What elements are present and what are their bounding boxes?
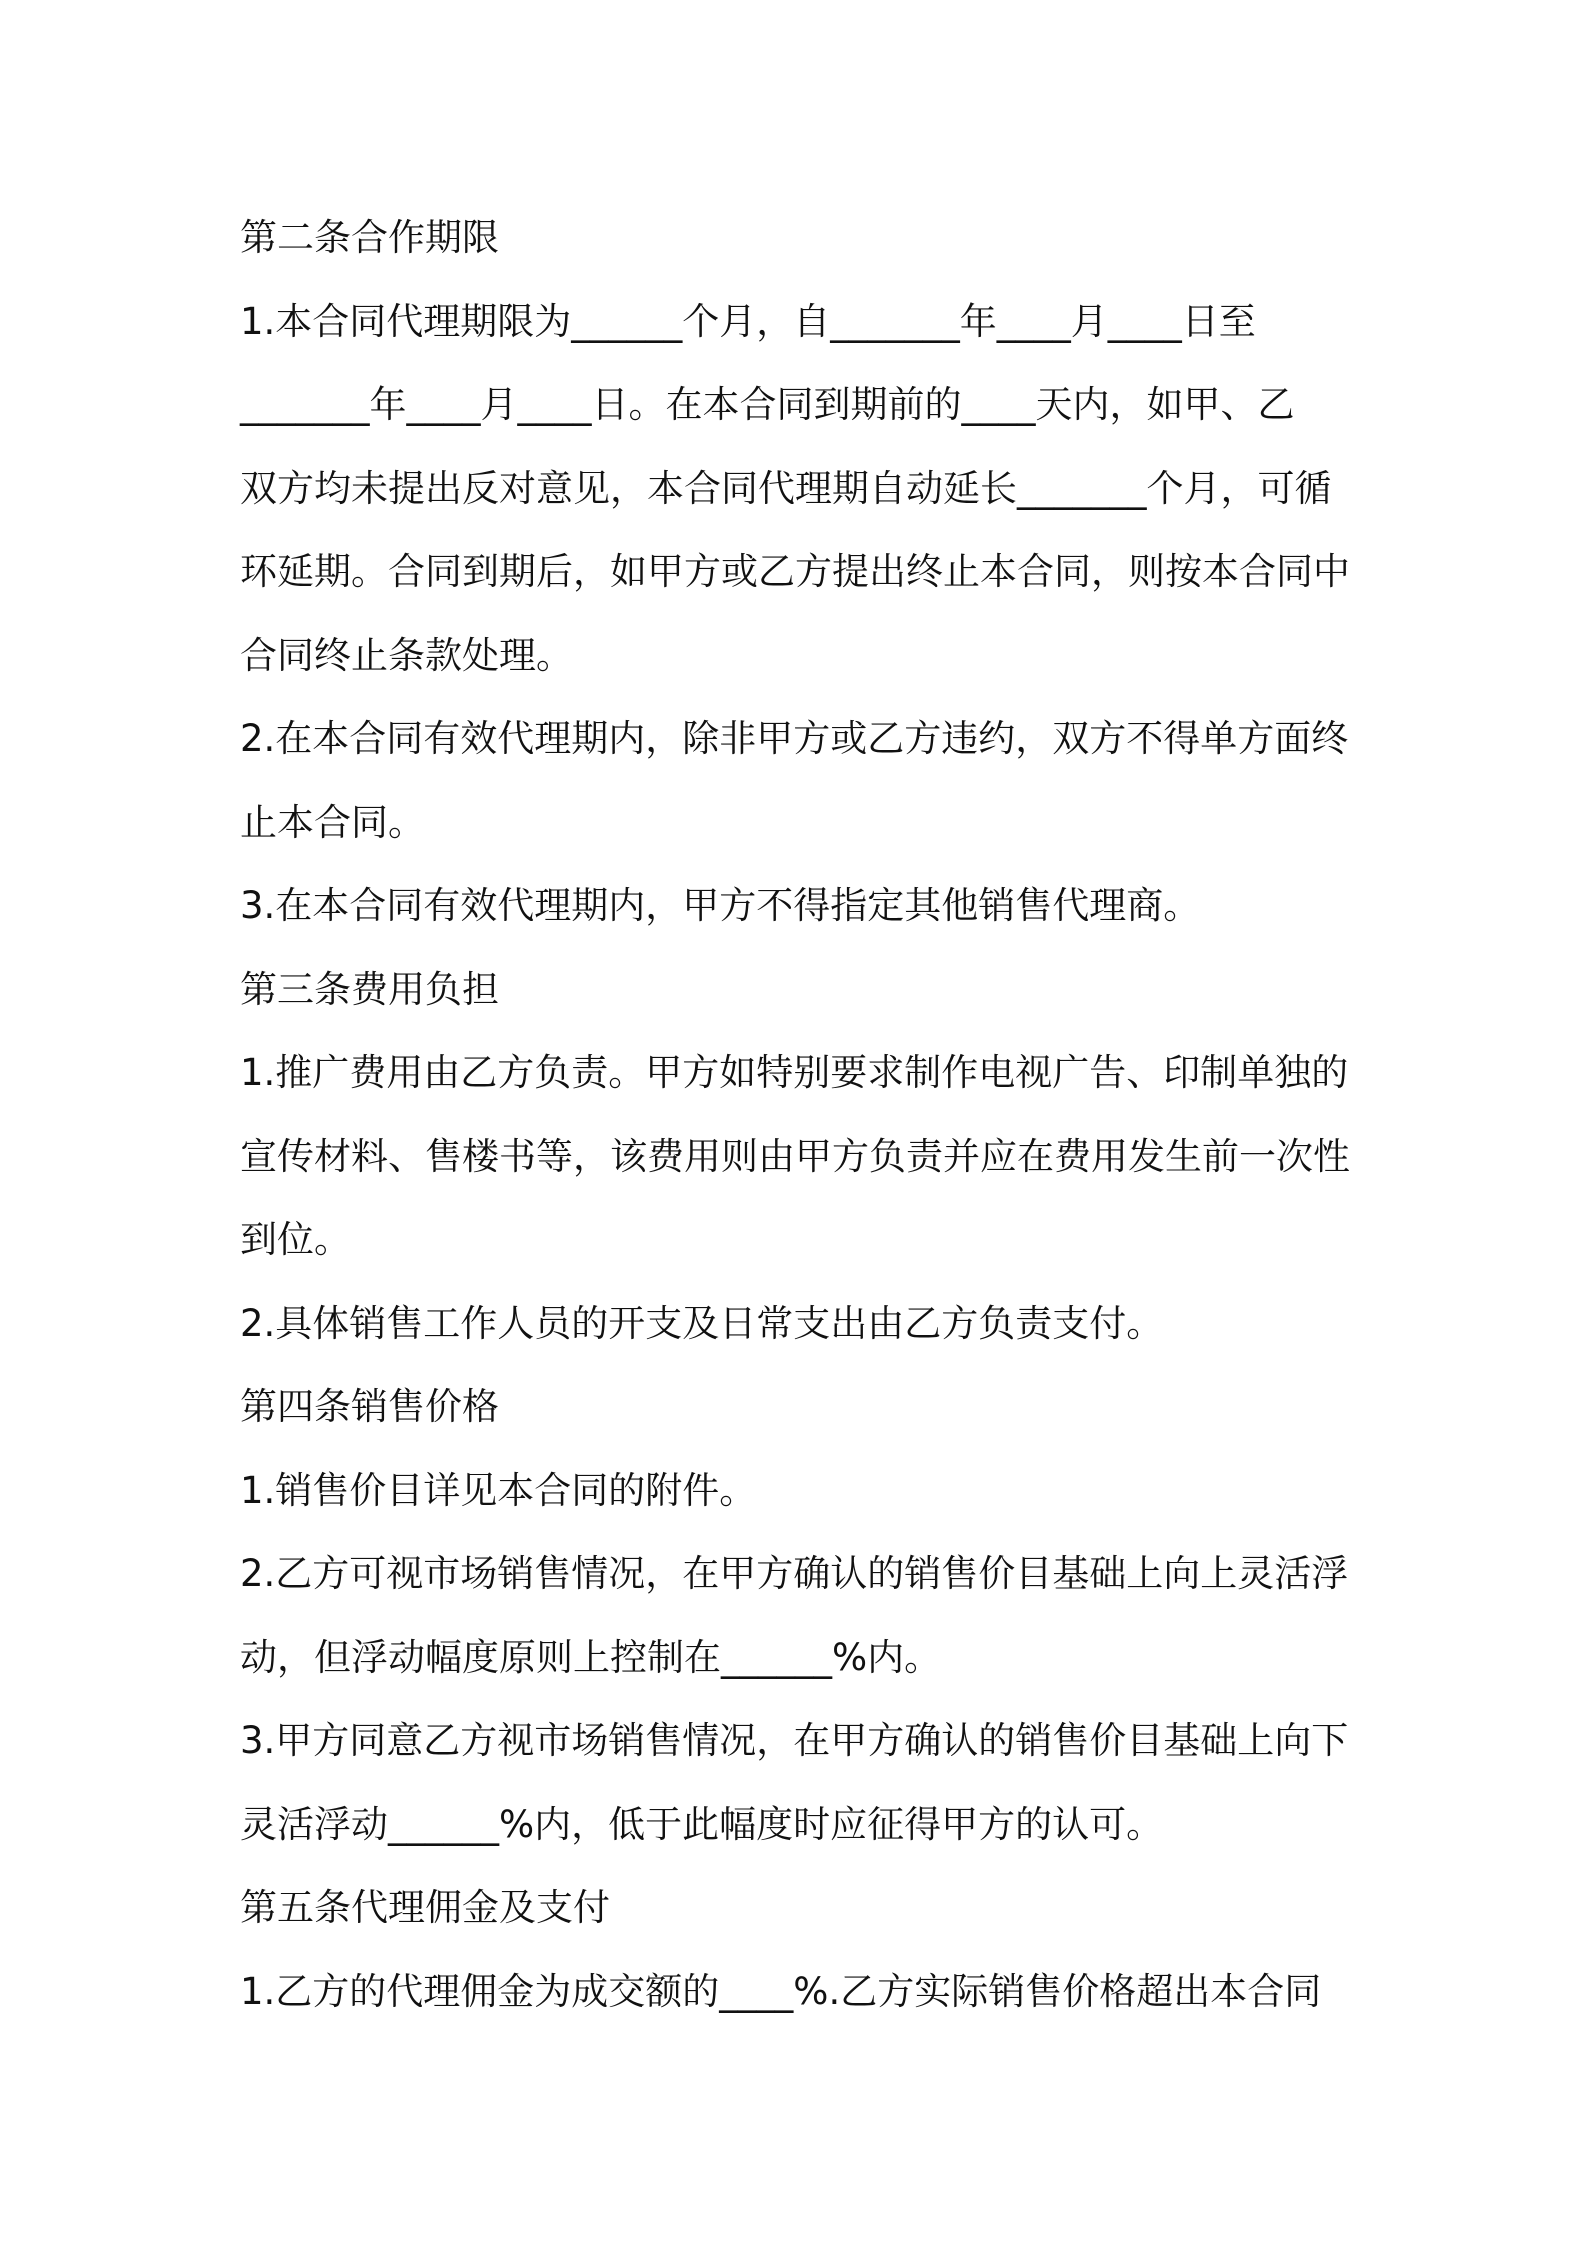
paragraph-line: 3.甲方同意乙方视市场销售情况，在甲方确认的销售价目基础上向下: [240, 1719, 1349, 1762]
paragraph-line: 宣传材料、售楼书等，该费用则由甲方负责并应在费用发生前一次性: [240, 1134, 1350, 1178]
paragraph-line: 2.具体销售工作人员的开支及日常支出由乙方负责支付。: [240, 1301, 1164, 1345]
section-heading-price: 第四条销售价格: [240, 1385, 499, 1428]
paragraph-line: 灵活浮动______%内，低于此幅度时应征得甲方的认可。: [240, 1802, 1164, 1846]
paragraph-line: 2.在本合同有效代理期内，除非甲方或乙方违约，双方不得单方面终: [240, 717, 1349, 760]
paragraph-line: 1.销售价目详见本合同的附件。: [240, 1468, 757, 1512]
paragraph-line: 双方均未提出反对意见，本合同代理期自动延长_______个月，可循: [240, 466, 1332, 510]
paragraph-line: 合同终止条款处理。: [240, 633, 573, 677]
paragraph-line: 动，但浮动幅度原则上控制在______%内。: [240, 1635, 942, 1679]
paragraph-line: 环延期。合同到期后，如甲方或乙方提出终止本合同，则按本合同中: [240, 550, 1350, 593]
paragraph-line: 1.推广费用由乙方负责。甲方如特别要求制作电视广告、印制单独的: [240, 1051, 1349, 1094]
paragraph-line: 2.乙方可视市场销售情况，在甲方确认的销售价目基础上向上灵活浮: [240, 1552, 1349, 1595]
document-body: [240, 196, 1360, 2033]
paragraph-line: 3.在本合同有效代理期内，甲方不得指定其他销售代理商。: [240, 884, 1201, 927]
paragraph-line: 止本合同。: [240, 800, 425, 844]
paragraph-line: 1.本合同代理期限为______个月，自_______年____月____日至: [240, 299, 1256, 343]
section-heading-costs: 第三条费用负担: [240, 967, 499, 1011]
paragraph-line: 1.乙方的代理佣金为成交额的____%.乙方实际销售价格超出本合同: [240, 1969, 1322, 2013]
section-heading-term: 第二条合作期限: [240, 216, 499, 259]
section-heading-commission: 第五条代理佣金及支付: [240, 1886, 610, 1929]
paragraph-line: 到位。: [240, 1218, 351, 1261]
paragraph-line: _______年____月____日。在本合同到期前的____天内，如甲、乙: [240, 383, 1295, 426]
